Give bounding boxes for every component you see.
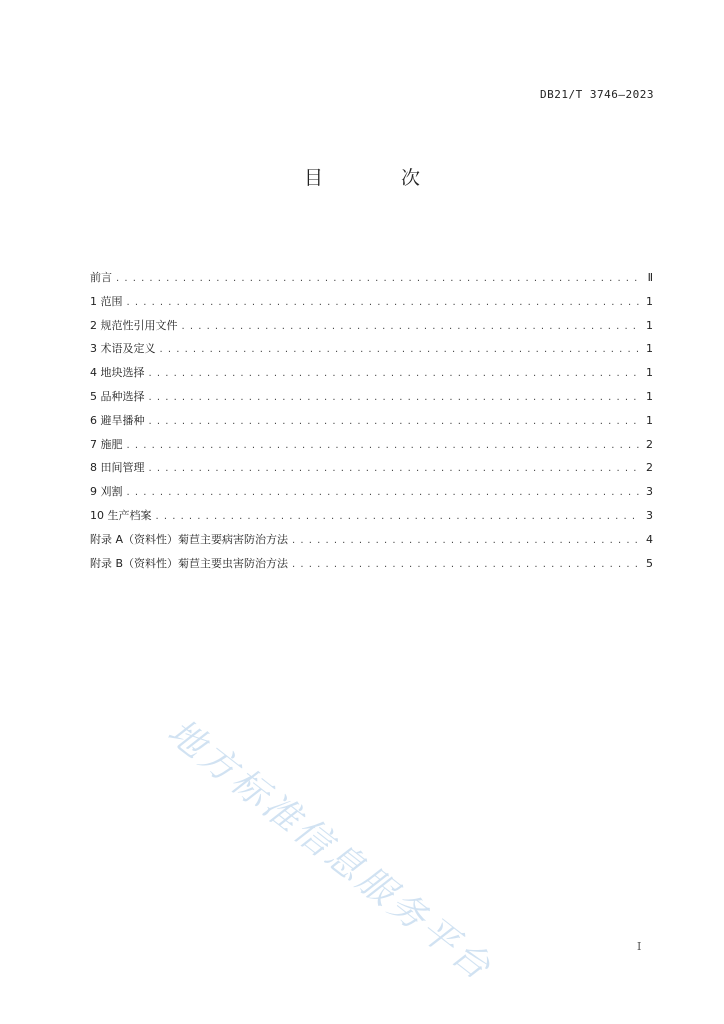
toc-entry-label: 10 生产档案 [90, 508, 152, 522]
toc-entry-label: 9 刈割 [90, 485, 123, 499]
toc-entry-fertilization[interactable] [90, 436, 653, 460]
toc-entry-appendix-a[interactable] [90, 531, 653, 555]
toc-dot-leader [149, 416, 642, 427]
toc-dot-leader [127, 487, 642, 498]
toc-dot-leader [127, 440, 642, 451]
toc-entry-page: 1 [646, 366, 653, 380]
toc-entry-label: 1 范围 [90, 294, 123, 308]
toc-dot-leader [127, 297, 642, 308]
toc-entry-page: 1 [646, 389, 653, 403]
toc-entry-appendix-b[interactable] [90, 555, 653, 579]
toc-entry-page: 1 [646, 318, 653, 332]
watermark: 地方标准信息服务平台 [159, 711, 501, 990]
toc-entry-scope[interactable] [90, 293, 653, 317]
toc-dot-leader [116, 273, 641, 284]
toc-entry-normative-references[interactable] [90, 317, 653, 341]
toc-entry-label: 附录 A（资料性）菊苣主要病害防治方法 [90, 532, 289, 546]
toc-entry-label: 8 田间管理 [90, 461, 145, 475]
toc-entry-variety-selection[interactable] [90, 388, 653, 412]
toc-entry-page: 1 [646, 342, 653, 356]
toc-entry-sowing[interactable] [90, 412, 653, 436]
document-code: DB21/T 3746—2023 [540, 88, 654, 101]
toc-entry-field-management[interactable] [90, 459, 653, 483]
toc-entry-label: 2 规范性引用文件 [90, 318, 178, 332]
toc-entry-page: 5 [646, 556, 653, 570]
toc-entry-page: 1 [646, 413, 653, 427]
toc-entry-label: 5 品种选择 [90, 389, 145, 403]
toc-entry-production-records[interactable] [90, 507, 653, 531]
toc-entry-foreword[interactable] [90, 269, 653, 293]
toc-dot-leader [292, 559, 641, 570]
toc-entry-label: 前言 [90, 271, 112, 284]
toc-dot-leader [149, 368, 642, 379]
toc-entry-label: 附录 B（资料性）菊苣主要虫害防治方法 [90, 556, 289, 570]
toc-entry-label: 6 避旱播种 [90, 413, 145, 427]
toc-entry-page: 4 [646, 532, 653, 546]
table-of-contents [90, 269, 653, 578]
toc-entry-page: 2 [646, 437, 653, 451]
toc-dot-leader [160, 344, 642, 355]
toc-dot-leader [182, 321, 642, 332]
toc-entry-page: 3 [646, 508, 653, 522]
toc-entry-mowing[interactable] [90, 483, 653, 507]
toc-entry-terms[interactable] [90, 340, 653, 364]
toc-entry-page: Ⅱ [647, 271, 653, 284]
toc-entry-label: 4 地块选择 [90, 366, 145, 380]
toc-entry-label: 3 术语及定义 [90, 342, 156, 356]
toc-dot-leader [149, 392, 642, 403]
toc-entry-page: 2 [646, 461, 653, 475]
page-number: I [637, 940, 642, 953]
toc-title: 目 次 [303, 167, 457, 189]
toc-entry-plot-selection[interactable] [90, 364, 653, 388]
toc-dot-leader [156, 511, 642, 522]
toc-dot-leader [292, 535, 641, 546]
toc-entry-page: 3 [646, 485, 653, 499]
toc-entry-page: 1 [646, 294, 653, 308]
toc-entry-label: 7 施肥 [90, 437, 123, 451]
toc-dot-leader [149, 463, 642, 474]
